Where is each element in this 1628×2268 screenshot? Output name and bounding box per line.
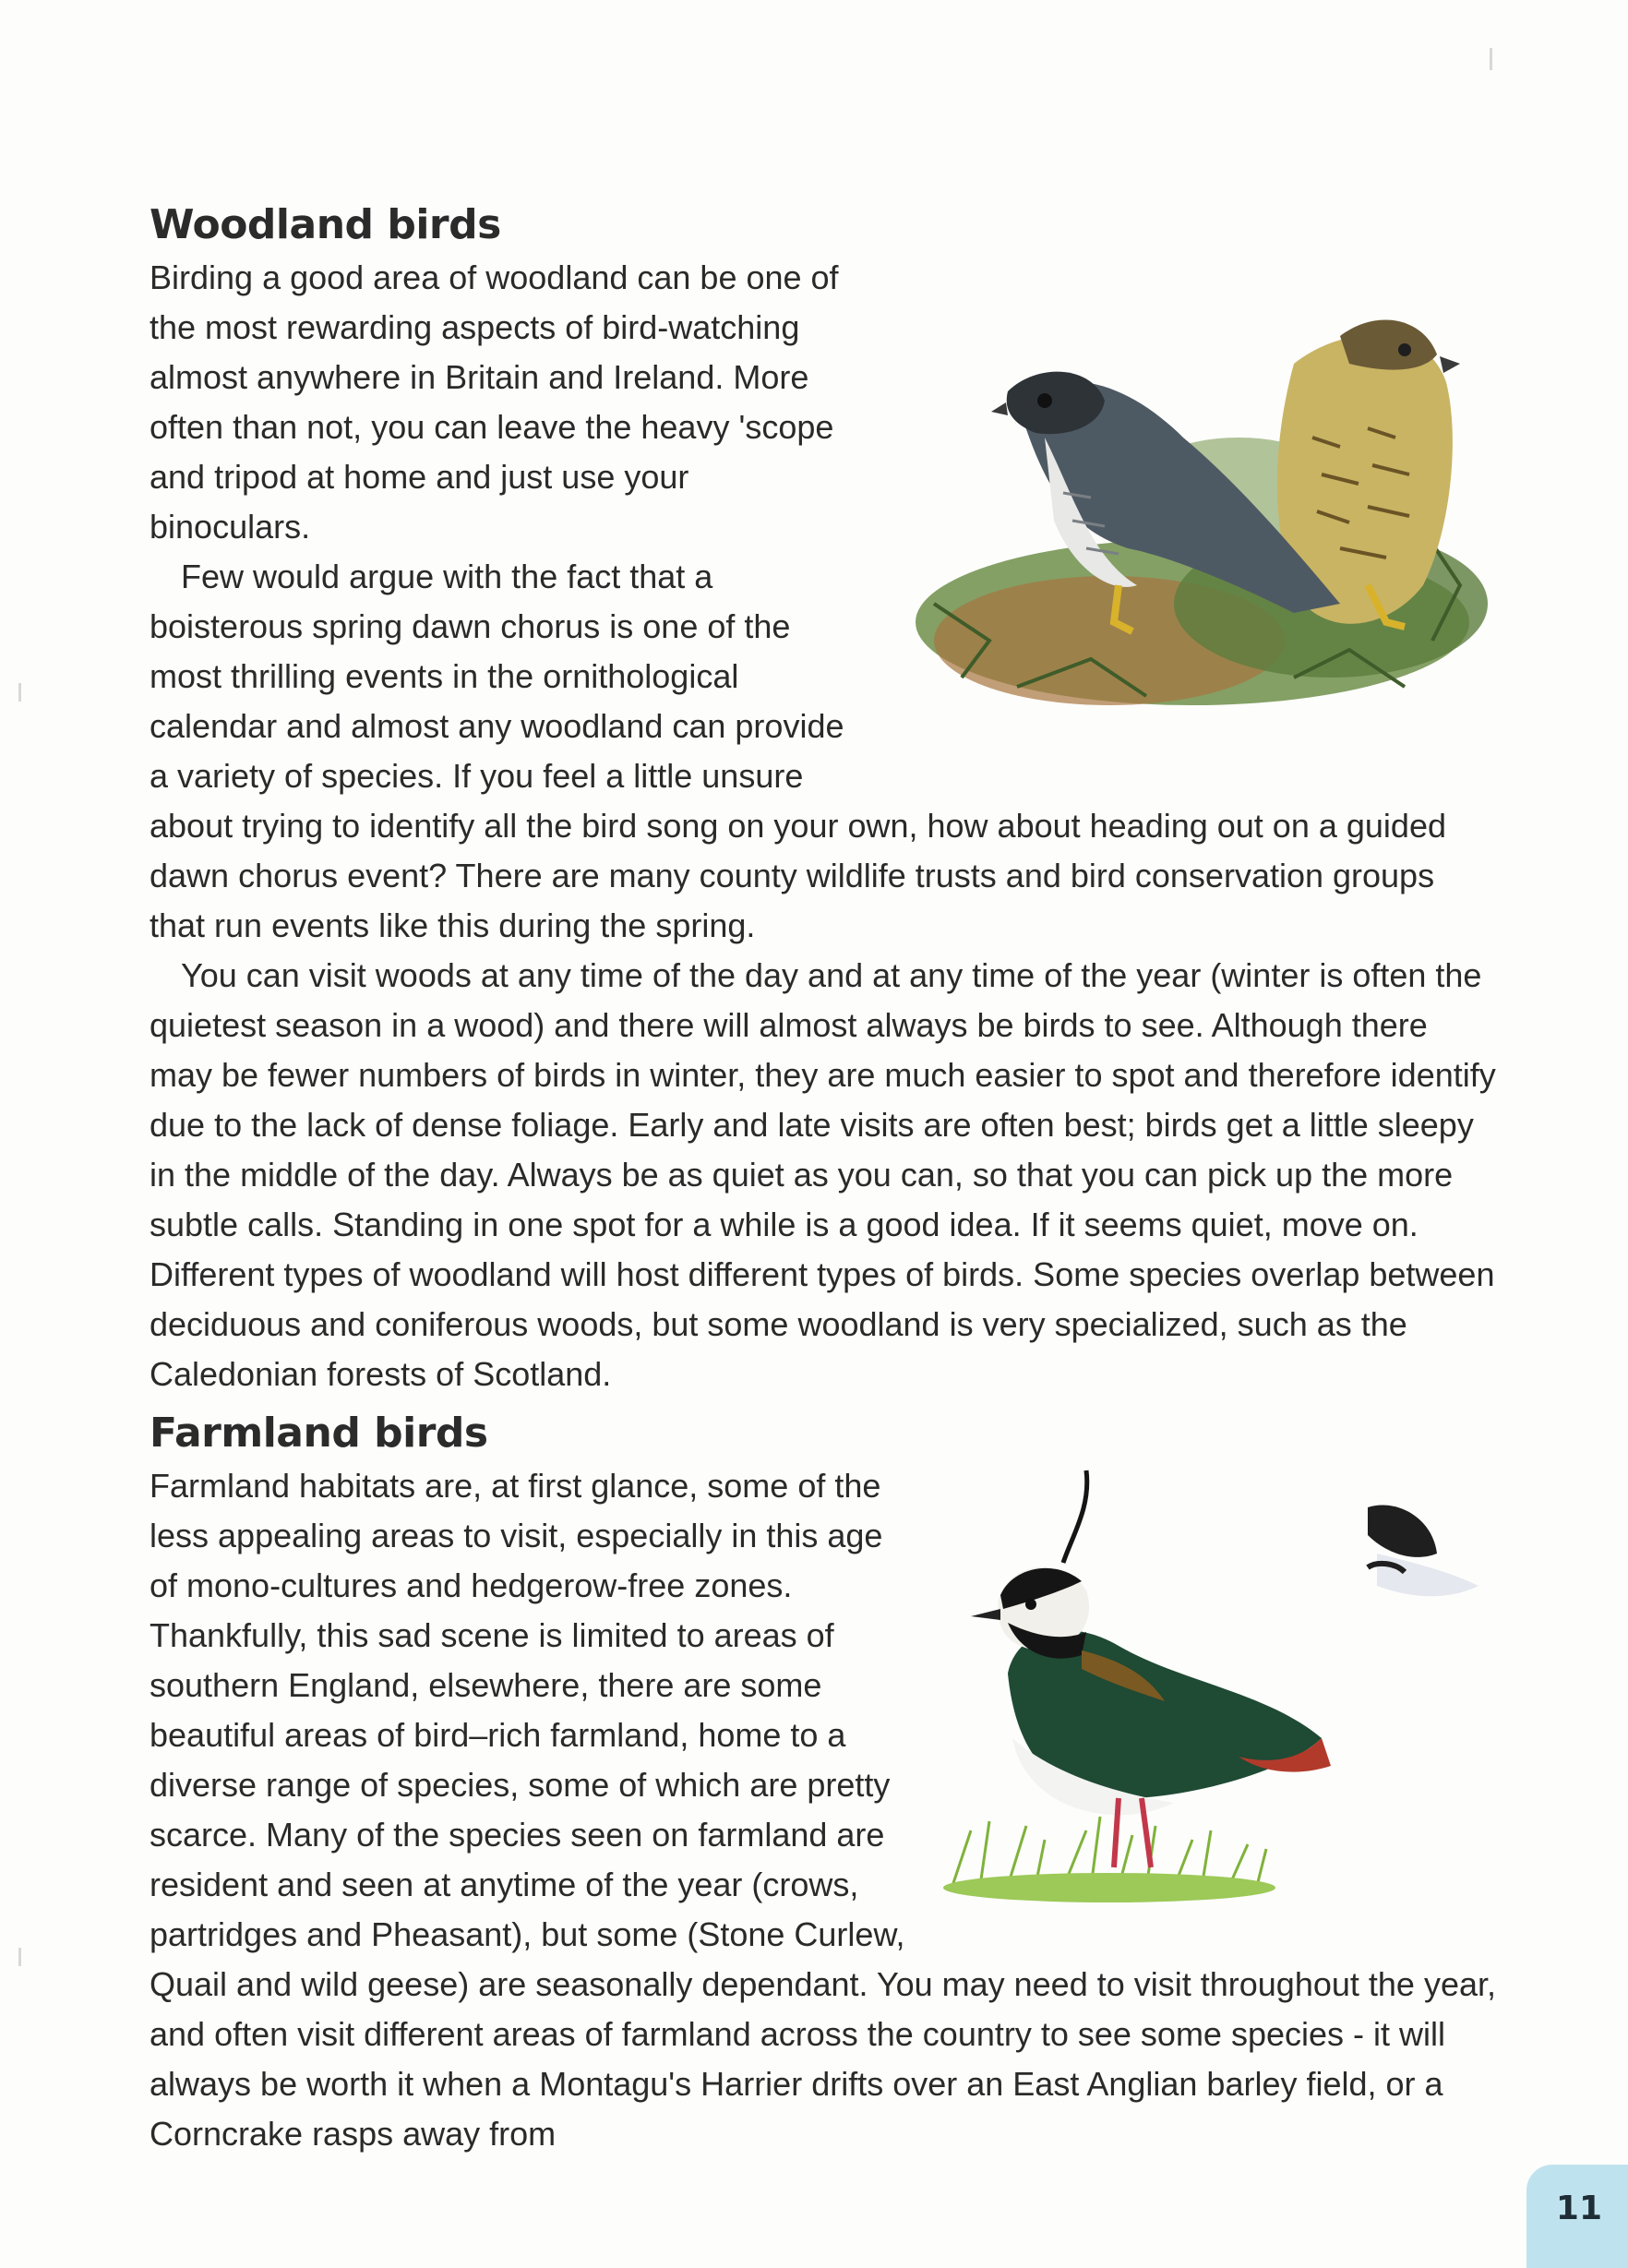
woodland-paragraph-1: Birding a good area of woodland can be one of the most rewarding aspects of bird-watching almost anywhere in Britain and Ireland. More often than not, you can leave the heavy 'scope and tripod at home and just use your binoculars.	[150, 258, 839, 546]
scan-mark	[1490, 48, 1492, 70]
falcon-illustration	[906, 253, 1497, 764]
woodland-paragraph-3: You can visit woods at any time of the day and at any time of the year (winter is often the quietest season in a wood) and there will almost always be birds to see. Although there may be fewer numbers of birds in winter, they are much easier to spot and therefore identify due to the lack of dense foliage. Early and late visits are often best; birds get a little sleepy in the middle of the day. Always be as quiet as you can, so that you can pick up the more subtle calls. Standing in one spot for a while is a good idea. If it seems quiet, move on. Different types of woodland will host different types of birds. Some species overlap between deciduous and coniferous woods, but some woodland is very specialized, such as the Caledonian forests of Scotland.	[150, 956, 1496, 1393]
page-number: 11	[1555, 2190, 1602, 2227]
farmland-heading: Farmland birds	[150, 1410, 488, 1457]
scan-mark	[18, 683, 21, 702]
peregrine-falcon-pair-image	[906, 253, 1497, 764]
woodland-paragraph-2: Few would argue with the fact that a boisterous spring dawn chorus is one of the most thrilling events in the ornithological calendar and almost any woodland can provide a variety of species. If you feel a little unsure about trying to identify all the bird song on your own, how about heading out on a guided dawn chorus event? There are many county wildlife trusts and bird conservation groups that run events like this during the spring.	[150, 558, 1446, 944]
farmland-paragraph-1: Farmland habitats are, at first glance, some of the less appealing areas to visit, especially in this age of mono-cultures and hedgerow-free zones. Thankfully, this sad scene is limited to areas of southern England, elsewhere, there are some beautiful areas of bird–rich farmland, home to a diverse range of species, some of which are pretty scarce. Many of the species seen on farmland are resident and seen at anytime of the year (crows, partridges and Pheasant), but some (Stone Curlew, Quail and wild geese) are seasonally dependant. You may need to visit throughout the year, and often visit different areas of farmland across the country to see some species - it will always be worth it when a Montagu's Harrier drifts over an East Anglian barley field, or a Corncrake rasps away from	[150, 1467, 1496, 2153]
scan-mark	[18, 1948, 21, 1966]
woodland-heading: Woodland birds	[150, 201, 501, 248]
lapwing-image	[934, 1461, 1497, 1914]
farmland-section	[150, 1408, 1497, 2159]
woodland-section	[150, 199, 1497, 1399]
lapwing-illustration	[934, 1461, 1497, 1914]
